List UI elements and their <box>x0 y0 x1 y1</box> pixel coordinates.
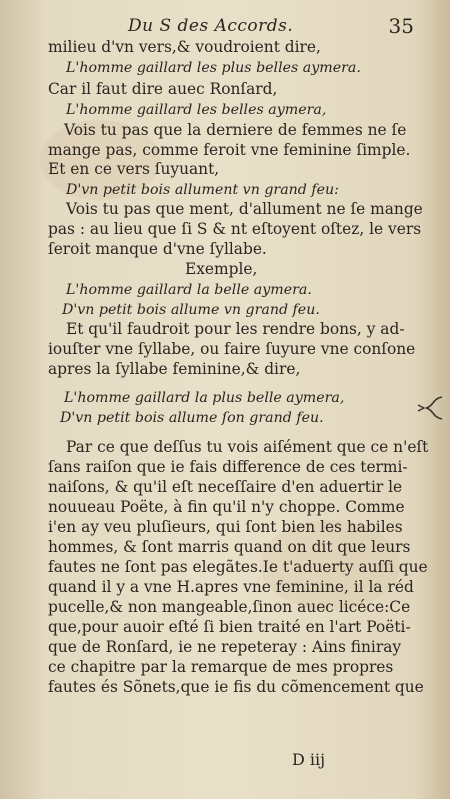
example-heading: Exemple, <box>185 260 258 278</box>
page-number: 35 <box>388 14 414 38</box>
text-line: hommes, & ſont marris quand on dit que leurs <box>48 538 411 556</box>
page-header <box>0 14 450 38</box>
verse-line: D'vn petit bois allume ſon grand feu. <box>60 410 324 426</box>
signature-mark: D iij <box>292 750 326 769</box>
verse-line: D'vn petit bois allument vn grand feu: <box>66 182 339 198</box>
text-line: Vois tu pas que la derniere de femmes ne ſe <box>64 121 407 139</box>
text-line: Par ce que deſſus tu vois aiſément que ce n'eſt <box>66 438 429 456</box>
running-head: Du S des Accords. <box>128 16 294 36</box>
bracket-ornament-icon <box>412 393 446 423</box>
text-line: nouueau Poëte, à fin qu'il n'y choppe. Comme <box>48 498 405 516</box>
verse-line: L'homme gaillard la belle aymera. <box>66 282 312 298</box>
text-line: Et en ce vers ſuyuant, <box>48 160 220 178</box>
verse-line: L'homme gaillard les belles aymera, <box>66 102 327 118</box>
text-line: ce chapitre par la remarque de mes propres <box>48 658 394 676</box>
text-line: quand il y a vne H.apres vne feminine, il la réd <box>48 578 414 596</box>
text-line: fautes és Sõnets,que ie fis du cõmencement que <box>48 678 424 696</box>
text-line: apres la ſyllabe feminine,& dire, <box>48 360 301 378</box>
verse-line: L'homme gaillard la plus belle aymera, <box>64 390 345 406</box>
text-line: fautes ne ſont pas elegãtes.Ie t'aduerty auſſi que <box>48 558 428 576</box>
text-line: i'en ay veu pluſieurs, qui ſont bien les habiles <box>48 518 403 536</box>
verse-line: D'vn petit bois allume vn grand feu. <box>62 302 320 318</box>
text-line: pucelle,& non mangeable,ſinon auec licéce:Ce <box>48 598 411 616</box>
text-line: naiſons, & qu'il eſt neceſſaire d'en aduertir le <box>48 478 403 496</box>
text-line: que de Ronſard, ie ne repeteray : Ains finiray <box>48 638 402 656</box>
text-line: ſeroit manque d'vne ſyllabe. <box>48 240 267 258</box>
text-line: Et qu'il faudroit pour les rendre bons, y ad- <box>66 320 405 338</box>
text-line: iouſter vne ſyllabe, ou faire ſuyure vne conſone <box>48 340 416 358</box>
text-line: ſans raiſon que ie fais difference de ces termi- <box>48 458 408 476</box>
text-line: pas : au lieu que ſi S & nt eſtoyent oſtez, le vers <box>48 220 422 238</box>
text-line: que,pour auoir eſté ſi bien traité en l'art Poëti- <box>48 618 411 636</box>
text-line: Car il faut dire auec Ronſard, <box>48 80 278 98</box>
text-line: mange pas, comme feroit vne feminine ſimple. <box>48 141 411 159</box>
verse-line: L'homme gaillard les plus belles aymera. <box>66 60 361 76</box>
text-line: Vois tu pas que ment, d'allument ne ſe mange <box>66 200 423 218</box>
text-line: milieu d'vn vers,& voudroient dire, <box>48 38 321 56</box>
